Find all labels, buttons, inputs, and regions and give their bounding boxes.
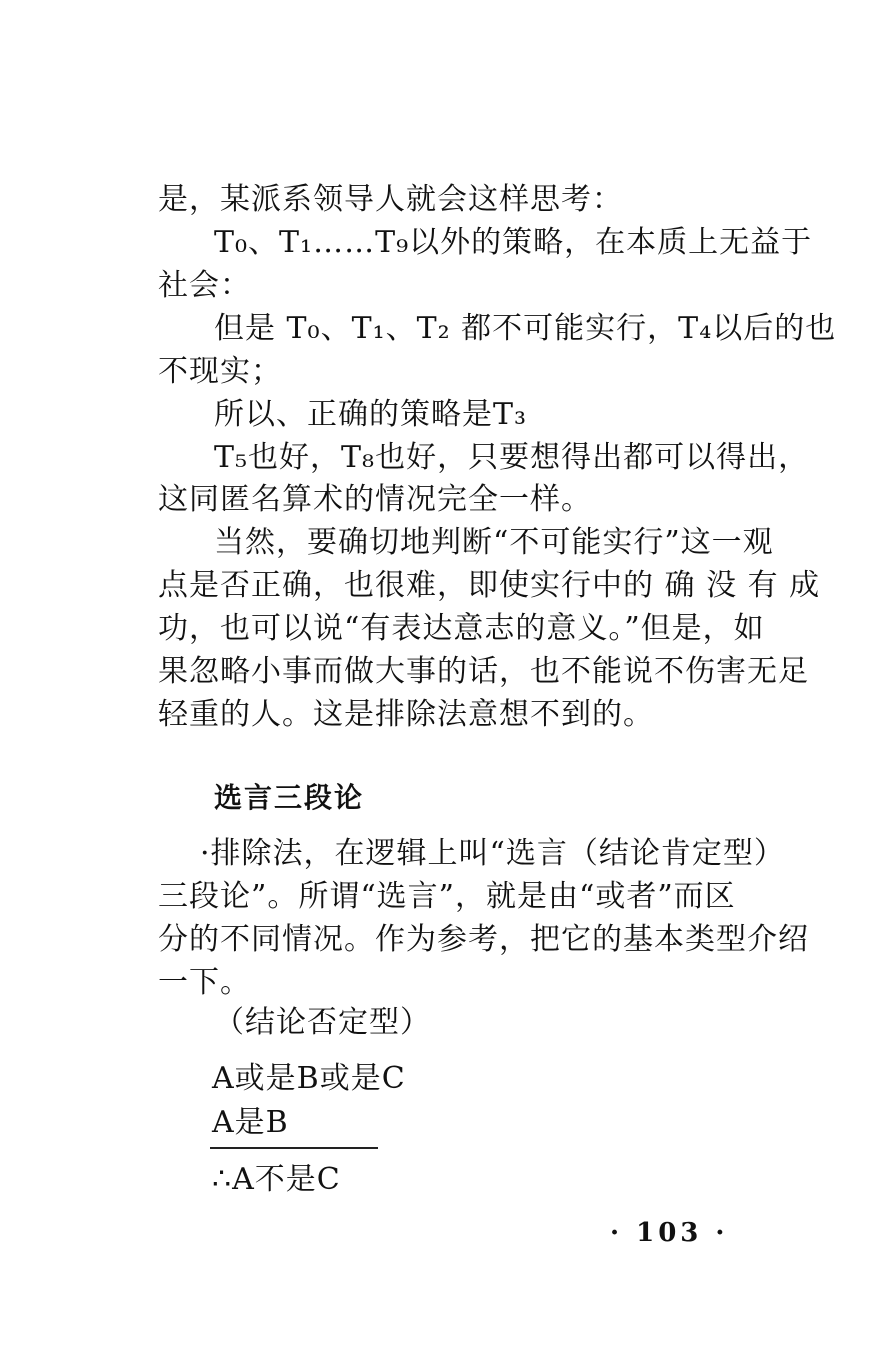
text-line: 一下。: [158, 965, 251, 1000]
text-line: 功，也可以说“有表达意志的意义。”但是，如: [158, 611, 765, 646]
text-line: 点是否正确，也很难，即使实行中的 确 没 有 成: [158, 568, 821, 603]
text-line: 社会：: [158, 268, 251, 303]
text-line: 不现实；: [158, 354, 282, 389]
text-line: ·排除法，在逻辑上叫“选言（结论肯定型）: [200, 836, 785, 871]
text-line: 果忽略小事而做大事的话，也不能说不伤害无足: [158, 654, 809, 689]
major-premise: A或是B或是C: [212, 1061, 406, 1096]
text-line: 三段论”。所谓“选言”，就是由“或者”而区: [158, 879, 736, 914]
text-line: 这同匿名算术的情况完全一样。: [158, 482, 592, 517]
text-line: 但是 T₀、T₁、T₂ 都不可能实行，T₄以后的也: [214, 311, 837, 346]
text-line: 轻重的人。这是排除法意想不到的。: [158, 697, 654, 732]
text-line: 所以、正确的策略是T₃: [214, 397, 528, 432]
page-number: · 103 ·: [610, 1218, 729, 1248]
syllogism-divider: [210, 1147, 378, 1149]
text-line: T₅也好，T₈也好，只要想得出都可以得出，: [214, 440, 810, 475]
text-line: T₀、T₁……T₉以外的策略，在本质上无益于: [214, 225, 813, 260]
section-title: 选言三段论: [214, 781, 365, 814]
text-line: 是，某派系领导人就会这样思考：: [158, 182, 623, 217]
minor-premise: A是B: [212, 1105, 289, 1140]
conclusion: ∴A不是C: [212, 1162, 341, 1197]
syllogism-type-label: （结论否定型）: [214, 1005, 431, 1040]
text-line: 当然，要确切地判断“不可能实行”这一观: [214, 525, 774, 560]
text-line: 分的不同情况。作为参考，把它的基本类型介绍: [158, 922, 809, 957]
